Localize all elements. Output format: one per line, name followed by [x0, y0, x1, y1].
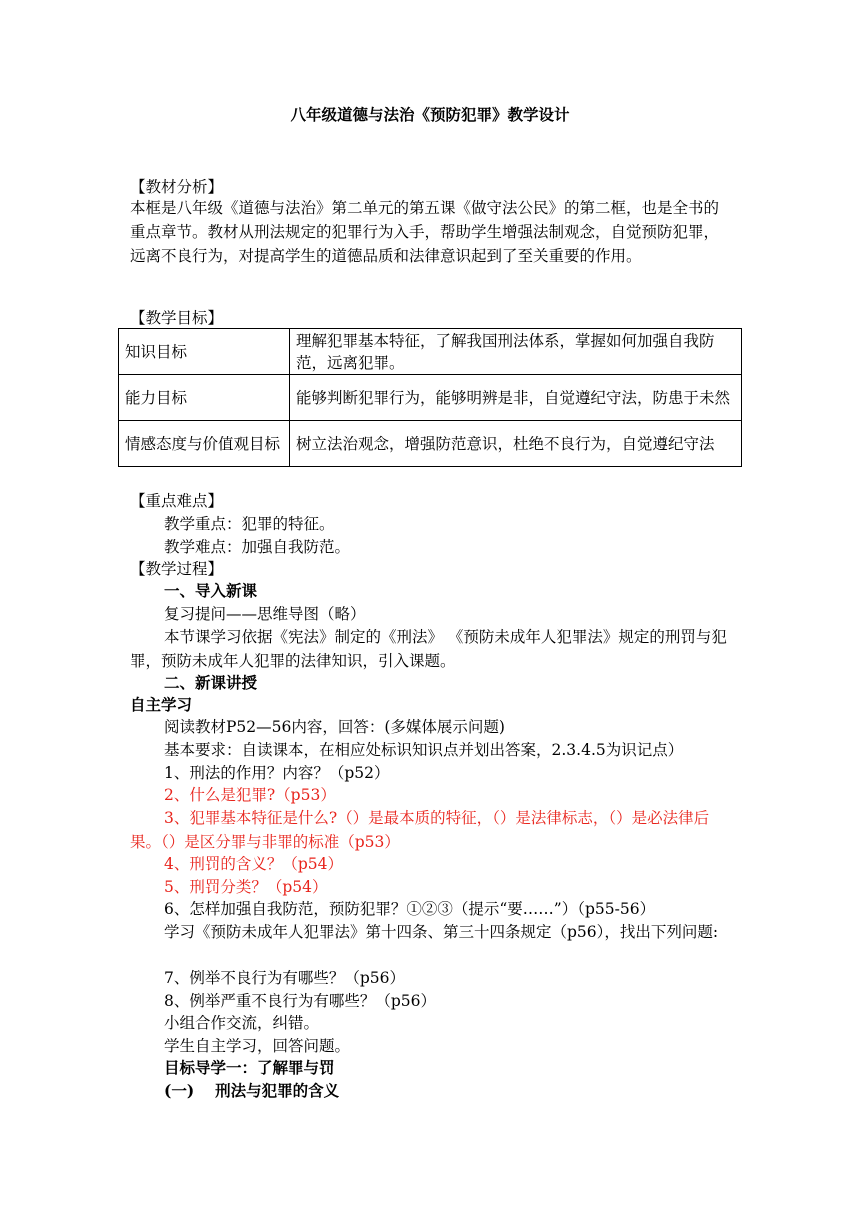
- key-point: 教学重点：犯罪的特征。: [164, 515, 335, 533]
- table-row: [119, 375, 742, 421]
- step1-line1: 复习提问——思维导图（略）: [164, 605, 366, 623]
- question-2: 2、什么是犯罪?（p53）: [164, 786, 336, 804]
- goals-heading: 【教学目标】: [130, 309, 224, 327]
- goal-text: 理解犯罪基本特征，了解我国刑法体系，掌握如何加强自我防范，远离犯罪。: [290, 329, 742, 375]
- target1-heading: 目标导学一：了解罪与罚: [164, 1058, 335, 1077]
- step2-heading: 二、新课讲授: [164, 673, 258, 692]
- student-line: 学生自主学习，回答问题。: [164, 1037, 351, 1055]
- question-5: 5、刑罚分类？（p54）: [164, 878, 328, 896]
- goal-label: 知识目标: [119, 329, 290, 375]
- question-3: 3、犯罪基本特征是什么?（）是最本质的特征，（）是法律标志，（）是必法律后果。（）是区分罪与非罪的标准（p53）: [130, 809, 710, 851]
- table-row: [119, 421, 742, 467]
- self-study-heading: 自主学习: [130, 695, 193, 714]
- analysis-heading: 【教材分析】: [130, 178, 224, 196]
- goals-table: [118, 328, 742, 467]
- goal-label: 能力目标: [119, 375, 290, 421]
- read-line: 阅读教材P52—56内容，回答：(多媒体展示问题): [164, 718, 505, 736]
- difficult-point: 教学难点：加强自我防范。: [164, 538, 351, 556]
- group-line: 小组合作交流，纠错。: [164, 1014, 320, 1032]
- question-1: 1、刑法的作用？内容？（p52）: [164, 764, 390, 782]
- question-7: 7、例举不良行为有哪些？（p56）: [164, 969, 406, 987]
- document-title: 八年级道德与法治《预防犯罪》教学设计: [290, 105, 570, 124]
- process-heading: 【教学过程】: [130, 560, 224, 578]
- sub1-heading: (一) 刑法与犯罪的含义: [164, 1081, 340, 1100]
- key-heading: 【重点难点】: [130, 492, 224, 510]
- law-line: 学习《预防未成年人犯罪法》第十四条、第三十四条规定（p56），找出下列问题:: [164, 923, 719, 941]
- question-6: 6、怎样加强自我防范，预防犯罪？①②③（提示“要……”）（p55-56）: [164, 900, 656, 918]
- requirement-line: 基本要求：自读课本，在相应处标识知识点并划出答案，2.3.4.5为识记点）: [164, 741, 684, 759]
- step1-line2: 本节课学习依据《宪法》制定的《刑法》 《预防未成年人犯罪法》规定的刑罚与犯罪，预防未成年人犯罪的法律知识，引入课题。: [130, 628, 727, 670]
- step1-heading: 一、导入新课: [164, 581, 258, 600]
- goal-text: 树立法治观念，增强防范意识，杜绝不良行为，自觉遵纪守法: [290, 421, 742, 467]
- question-4: 4、刑罚的含义？（p54）: [164, 855, 344, 873]
- goal-text: 能够判断犯罪行为，能够明辨是非，自觉遵纪守法，防患于未然: [290, 375, 742, 421]
- table-row: [119, 329, 742, 375]
- goal-label: 情感态度与价值观目标: [119, 421, 290, 467]
- question-8: 8、例举严重不良行为有哪些？（p56）: [164, 992, 437, 1010]
- analysis-paragraph: 本框是八年级《道德与法治》第二单元的第五课《做守法公民》的第二框，也是全书的重点章节。教材从刑法规定的犯罪行为入手，帮助学生增强法制观念，自觉预防犯罪，远离不良行为，对提高学生的道德品质和法律意识起到了至关重要的作用。: [130, 199, 720, 265]
